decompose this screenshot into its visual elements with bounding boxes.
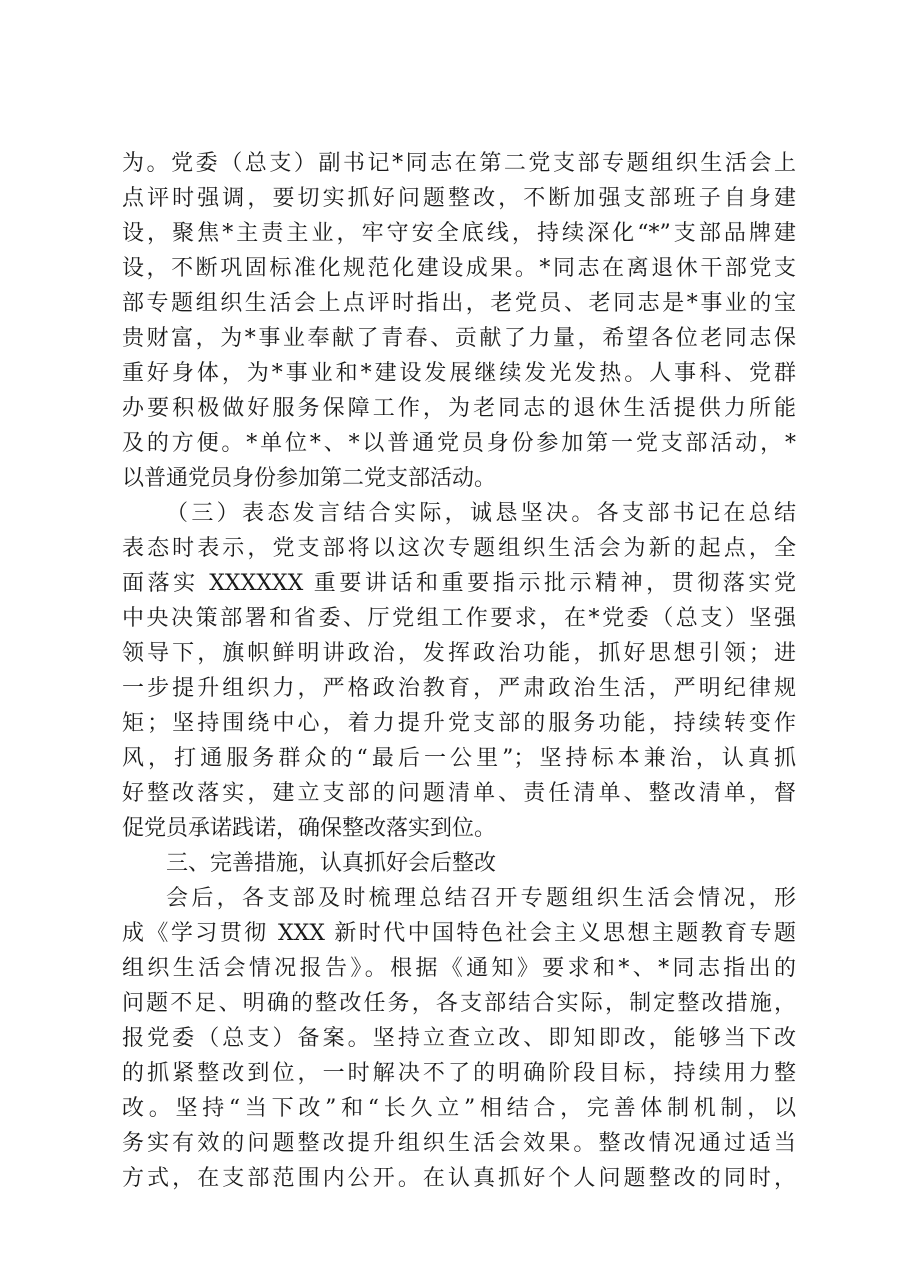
paragraph-line: 以普通党员身份参加第二党支部活动。 (122, 466, 497, 491)
paragraph-line: 设，聚焦*主责主业，牢守安全底线，持续深化“*”支部品牌建 (122, 221, 796, 246)
paragraph-line: （三）表态发言结合实际，诚恳坚决。各支部书记在总结 (166, 501, 796, 526)
paragraph-line: 成《学习贯彻 XXX 新时代中国特色社会主义思想主题教育专题 (122, 921, 796, 946)
paragraph-line: 好整改落实，建立支部的问题清单、责任清单、整改清单，督 (122, 781, 796, 806)
paragraph-line: 部专题组织生活会上点评时指出，老党员、老同志是*事业的宝 (122, 291, 796, 316)
document-body (122, 146, 796, 1196)
paragraph-line: 办要积极做好服务保障工作，为老同志的退休生活提供力所能 (122, 396, 796, 421)
paragraph-line: 会后，各支部及时梳理总结召开专题组织生活会情况，形 (166, 886, 796, 911)
paragraph-line: 改。坚持“当下改”和“长久立”相结合，完善体制机制，以 (122, 1096, 796, 1121)
paragraph-line: 一步提升组织力，严格政治教育，严肃政治生活，严明纪律规 (122, 676, 796, 701)
paragraph-line: 报党委（总支）备案。坚持立查立改、即知即改，能够当下改 (122, 1026, 796, 1051)
paragraph-line: 问题不足、明确的整改任务，各支部结合实际，制定整改措施， (122, 991, 796, 1016)
paragraph-line: 矩；坚持围绕中心，着力提升党支部的服务功能，持续转变作 (122, 711, 796, 736)
paragraph-line: 点评时强调，要切实抓好问题整改，不断加强支部班子自身建 (122, 186, 796, 211)
paragraph-line: 促党员承诺践诺，确保整改落实到位。 (122, 816, 497, 841)
paragraph-line: 为。党委（总支）副书记*同志在第二党支部专题组织生活会上 (122, 151, 796, 176)
paragraph-line: 的抓紧整改到位，一时解决不了的明确阶段目标，持续用力整 (122, 1061, 796, 1086)
paragraph-line: 方式，在支部范围内公开。在认真抓好个人问题整改的同时， (122, 1166, 796, 1191)
paragraph-line: 重好身体，为*事业和*建设发展继续发光发热。人事科、党群 (122, 361, 796, 386)
paragraph-line: 中央决策部署和省委、厅党组工作要求，在*党委（总支）坚强 (122, 606, 796, 631)
paragraph-line: 务实有效的问题整改提升组织生活会效果。整改情况通过适当 (122, 1131, 796, 1156)
paragraph-line: 及的方便。*单位*、*以普通党员身份参加第一党支部活动，* (122, 431, 796, 456)
paragraph-line: 设，不断巩固标准化规范化建设成果。*同志在离退休干部党支 (122, 256, 796, 281)
paragraph-line: 领导下，旗帜鲜明讲政治，发挥政治功能，抓好思想引领；进 (122, 641, 796, 666)
paragraph-line: 贵财富，为*事业奉献了青春、贡献了力量，希望各位老同志保 (122, 326, 796, 351)
paragraph-line: 组织生活会情况报告》。根据《通知》要求和*、*同志指出的 (122, 956, 796, 981)
paragraph-line: 表态时表示，党支部将以这次专题组织生活会为新的起点，全 (122, 536, 796, 561)
paragraph-line: 风，打通服务群众的“最后一公里”；坚持标本兼治，认真抓 (122, 746, 796, 771)
paragraph-line: 面落实 XXXXXX 重要讲话和重要指示批示精神，贯彻落实党 (122, 571, 796, 596)
section-heading: 三、完善措施，认真抓好会后整改 (166, 851, 497, 876)
